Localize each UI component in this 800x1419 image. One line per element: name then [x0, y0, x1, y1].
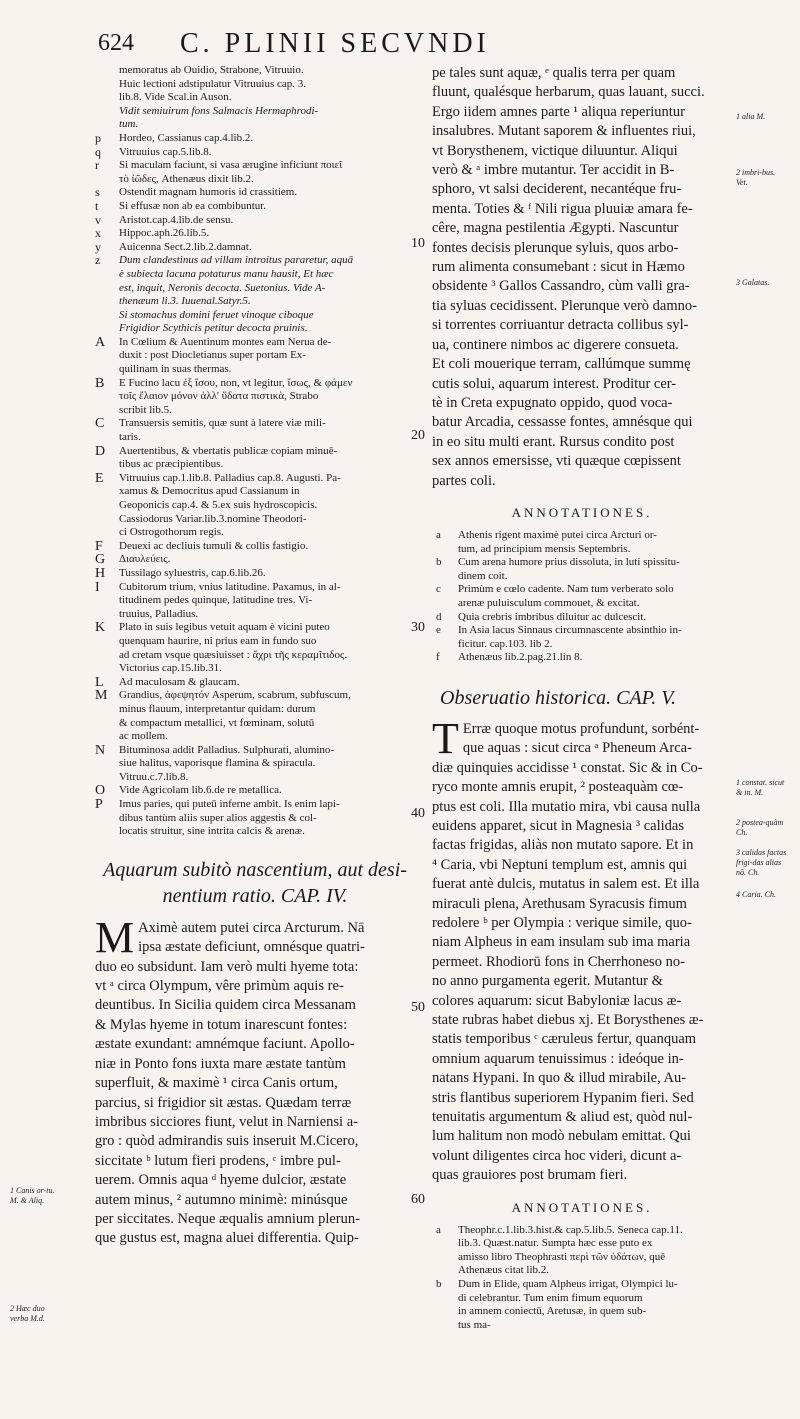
text-line: vt ᵃ circa Olympum, vêre primùm aquis re-: [95, 978, 344, 995]
footnote-line: memoratus ab Ouidio, Strabone, Vitruuio.: [119, 64, 304, 76]
footnote-key: M: [95, 689, 108, 704]
footnote: [95, 214, 415, 228]
footnote: [95, 621, 415, 675]
annotation-line: Athenæus lib.2.pag.21.lin 8.: [458, 651, 583, 664]
line-number: 50: [411, 1000, 425, 1015]
annotation: [432, 529, 732, 556]
footnote-line: Frigidior Scythicis petitur decocta pruinis.: [119, 322, 308, 335]
annotation-line: amisso libro Theophrasti περὶ τῶν ὑδάτων, quē: [458, 1250, 666, 1263]
footnote-line: Auertentibus, & vbertatis publicæ copiam minuē-: [119, 444, 338, 457]
footnote: [95, 105, 415, 132]
left-footnotes: [95, 64, 415, 839]
chapter-iv-heading: [95, 857, 415, 909]
footnote-line: Imus paries, qui puteū inferne ambit. Is enim lapi-: [119, 798, 340, 811]
text-line: per siccitates. Neque æqualis amnium plerun-: [95, 1210, 360, 1227]
footnote: [95, 200, 415, 214]
annotations-list-2: [432, 1224, 732, 1333]
margin-note: 4 Caria. Ch.: [736, 890, 777, 899]
line-number: 20: [411, 428, 425, 443]
footnote-line: thenæum li.3. Iuuenal.Satyr.5.: [119, 295, 251, 308]
footnote-line: xamus & Democritus apud Cassianum in: [119, 485, 300, 498]
text-line: Et coli mouerique terram, callúmque summę: [432, 356, 691, 373]
annotation: [432, 651, 732, 665]
footnote-key: F: [95, 539, 103, 554]
footnote-line: Hippoc.aph.26.lib.5.: [119, 227, 210, 240]
footnote: [95, 377, 415, 418]
footnote-line: Hordeo, Cassianus cap.4.lib.2.: [119, 131, 254, 144]
text-line: pe tales sunt aquæ, ᵉ qualis terra per quam: [432, 65, 676, 81]
text-line: Aximè autem putei circa Arcturum. Nā: [138, 919, 365, 936]
text-line: que gustus est, magna aluei differentia. Quip-: [95, 1230, 359, 1247]
annotation-key: d: [436, 610, 442, 623]
text-line: state rubras habet diebus xj. Et Borysthenes æ-: [432, 1011, 704, 1028]
text-line: batur Arcadia, cessasse fontes, amnésque qui: [432, 414, 693, 431]
footnote: [95, 567, 415, 581]
footnote-line: Transuersis semitis, quæ sunt à latere viæ mili-: [119, 417, 326, 430]
footnote-line: Plato in suis legibus vetuit aquam è vicini puteo: [119, 621, 330, 634]
text-line: volunt diligentes circa hoc videri, dicunt a-: [432, 1147, 682, 1164]
text-line: cêre, magna pestilentia Ægypti. Nascuntur: [432, 220, 679, 237]
footnote-line: ci Ostrogothorum regis.: [119, 526, 224, 539]
footnote: [95, 676, 415, 690]
margin-note: 2 postea-quàm Ch.: [736, 818, 784, 837]
annotation-line: dinem coit.: [458, 569, 508, 582]
annotation-line: Cum arena humore prius dissoluta, in luti spissitu-: [458, 556, 680, 569]
text-line: fuerat antè dulcis, mutatus in salem est. Et illa: [432, 876, 700, 893]
footnote-line: quenquam haurire, ni prius eam in fundo suo: [119, 634, 317, 647]
annotation-key: a: [436, 528, 441, 541]
annotation-line: lib.3. Quæst.natur. Sumpta hæc esse puto ex: [458, 1237, 653, 1250]
footnote-line: truuius, Palladius.: [119, 607, 199, 620]
annotation-key: b: [436, 1278, 442, 1290]
annotation-line: ficitur. cap.103. lib 2.: [458, 637, 553, 650]
footnote-line: tum.: [119, 118, 139, 131]
footnote: [95, 581, 415, 622]
footnote: [95, 309, 415, 336]
text-line: natans Hypani. In quo & illud mirabile, Au-: [432, 1070, 687, 1087]
footnote-line: Vitruuius cap.5.lib.8.: [119, 145, 212, 158]
footnote: [95, 744, 415, 785]
text-line: deuntibus. In Sicilia quidem circa Messanam: [95, 997, 356, 1014]
text-line: imbribus sicciores fiunt, velut in Narniensi a-: [95, 1113, 358, 1130]
text-line: stris flantibus superiorem Hypanim fieri. Sed: [432, 1089, 694, 1106]
footnote-line: quilinam in suas thermas.: [119, 363, 232, 376]
annotation-key: f: [436, 651, 440, 664]
annotation: [432, 556, 732, 583]
footnote-line: minus flauum, interpretantur quidam: durum: [119, 702, 316, 715]
margin-note: 1 constat. sicut & in. M.: [736, 778, 785, 797]
footnote-line: E Fucino lacu ἐξ ἴσου, non, vt legitur, ἴσως, & φάμεν: [119, 376, 353, 389]
text-line: sex annos emersisse, vti quæque cœpissent: [432, 453, 681, 470]
footnote-key: q: [95, 145, 101, 159]
text-line: & Mylas hyeme in totum inarescunt fontes:: [95, 1016, 348, 1033]
footnote-key: A: [95, 335, 106, 350]
footnote-key: E: [95, 471, 104, 486]
footnote-line: Vide Agricolam lib.6.de re metallica.: [119, 784, 282, 797]
margin-note: 1 Canis or-tu. M. & Aliq.: [10, 1186, 55, 1205]
text-line: euidens apparet, sicut in Magnesia ³ calidas: [432, 817, 684, 834]
footnote-key: y: [95, 240, 101, 254]
footnote-line: Ostendit magnam humoris id crassitiem.: [119, 186, 298, 199]
footnote: [95, 784, 415, 798]
footnote: [95, 227, 415, 241]
text-line: fluunt, qualésque herbarum, quas lauant, succi.: [432, 84, 705, 101]
line-number: 30: [411, 620, 425, 635]
footnote: [95, 132, 415, 146]
text-line: vt Borysthenem, victique diluuntur. Aliqui: [432, 142, 678, 159]
footnote: [95, 798, 415, 839]
annotation-key: b: [436, 556, 442, 569]
text-line: menta. Toties & ᶠ Nili rigua pluuiæ amara fe-: [432, 200, 693, 217]
footnote-line: Bituminosa addit Palladius. Sulphurati, alumino-: [119, 743, 335, 756]
line-number: 60: [411, 1192, 425, 1207]
annotation-key: c: [436, 583, 441, 596]
line-number: 40: [411, 806, 425, 821]
text-line: parcius, si frigidior sit æstas. Quædam terræ: [95, 1094, 352, 1111]
annotation: [432, 583, 732, 610]
footnote: [95, 64, 415, 105]
footnote-key: G: [95, 553, 106, 567]
text-line: permeet. Rhodiorū fons in Cherrhoneso no-: [432, 953, 685, 970]
footnote-line: τοῖς ἔλαιον μόνον ἀλλ' ὕδατα πιστικὰ, Strabo: [119, 390, 319, 403]
text-line: lum halitum non modò nebulam emittat. Qui: [432, 1128, 691, 1145]
annotation: [432, 624, 732, 651]
chapter-v-heading: Obseruatio historica. CAP. V.: [440, 686, 676, 709]
footnote-key: x: [95, 227, 101, 241]
footnote-key: B: [95, 376, 105, 391]
margin-note: 2 Hæc duo verba M.d.: [10, 1304, 45, 1323]
annotations-heading-1: ANNOTATIONES.: [511, 504, 653, 520]
text-line: autem minus, ² autumno minimè: minúsque: [95, 1191, 348, 1208]
footnote-key: s: [95, 186, 100, 200]
text-line: in eo situ multi erant. Rursus condito post: [432, 433, 675, 450]
footnote-line: lib.8. Vide Scal.in Auson.: [119, 91, 232, 104]
text-line: superfluit, & maximè ¹ circa Canis ortum,: [95, 1075, 338, 1092]
footnote: [95, 159, 415, 186]
right-column: [432, 64, 732, 1332]
annotation-key: e: [436, 624, 441, 637]
footnote-key: O: [95, 784, 106, 799]
footnote-key: P: [95, 798, 103, 813]
footnote-key: t: [95, 199, 99, 213]
text-line: ryco monte amnis erupit, ² posteaquàm cœ-: [432, 779, 684, 796]
footnote-line: Grandius, ἀφεψητόν Asperum, scabrum, subfuscum,: [119, 689, 351, 702]
text-line: tenuitatis argumentum & aliud est, quòd nul-: [432, 1109, 693, 1125]
annotation-line: tus ma-: [458, 1318, 491, 1331]
text-line: duo eo subsidunt. Iam verò multi hyeme tota:: [95, 958, 359, 975]
footnote-line: Vidit semiuirum fons Salmacis Hermaphrodi-: [119, 104, 319, 117]
chapter-iv-text-continued: [432, 64, 732, 491]
annotation-line: tum, ad principium mensis Septembris.: [458, 542, 631, 555]
text-line: cutis solui, aquarum interest. Proditur cer-: [432, 375, 677, 392]
annotation-line: Primùm e cœlo cadente. Nam tum verberato solo: [458, 583, 674, 596]
text-line: uerem. Omnis aqua ᵈ hyeme dulcior, æstate: [95, 1172, 347, 1189]
annotations-list-1: [432, 529, 732, 665]
annotation-line: Dum in Elide, quam Alpheus irrigat, Olympici lu-: [458, 1278, 678, 1290]
footnote-line: Tussilago syluestris, cap.6.lib.26.: [119, 566, 266, 579]
text-line: siccitate ᵇ lutum fieri prodens, ᶜ imbre pul-: [95, 1152, 341, 1169]
text-line: fontes decisis plerunque syluis, quos arbo-: [432, 239, 679, 256]
footnote-line: τὸ ἰῶδες, Athenæus dixit lib.2.: [119, 172, 254, 185]
margin-note: 2 imbri-bus. Vet.: [736, 168, 776, 187]
text-line: miraculi plena, Arethusam Syracusis fimum: [432, 895, 687, 912]
chapter-iv-heading-line-2: nentium ratio. CAP. IV.: [162, 884, 348, 907]
footnote: [95, 472, 415, 540]
text-line: diæ quinquies accidisse ¹ constat. Sic & in Co-: [432, 759, 703, 776]
footnote-key: C: [95, 417, 105, 432]
footnote-key: K: [95, 621, 106, 636]
footnote-line: titudinem pedes quinque, latitudine tres. Vi-: [119, 594, 313, 607]
text-line: niæ in Ponto fons iuxta mare æstate tantùm: [95, 1055, 346, 1072]
footnote-key: I: [95, 580, 100, 595]
page-number: 624: [98, 30, 134, 56]
footnote-line: duxit : post Diocletianus super portam Ex-: [119, 349, 306, 362]
annotation-line: Theophr.c.1.lib.3.hist.& cap.5.lib.5. Seneca cap.11.: [458, 1223, 683, 1236]
chapter-iv-text: [95, 912, 415, 1249]
footnote-line: tibus ac præcipientibus.: [119, 458, 224, 471]
footnote-key: v: [95, 213, 101, 227]
footnote-line: Ad maculosam & glaucam.: [119, 675, 240, 688]
footnote-line: Cubitorum trium, vnius latitudine. Paxamus, in al-: [119, 580, 341, 593]
footnote-line: & compactum metallici, vt fœminam, solutū: [119, 716, 315, 729]
footnote: [95, 146, 415, 160]
footnote-line: taris.: [119, 431, 141, 444]
margin-note: 3 calidas factas frigi-das alias nō. Ch.: [736, 848, 787, 877]
footnote-key: L: [95, 675, 104, 690]
footnote-key: H: [95, 566, 106, 581]
text-line: redolere ᵇ per Olympia : verique simile, quo-: [432, 914, 692, 931]
text-line: tè in Creta expugnato oppido, quod voca-: [432, 394, 673, 411]
footnote: [95, 186, 415, 200]
footnote-line: Deuexi ac decliuis tumuli & collis fastigio.: [119, 539, 309, 552]
footnote-line: In Cœlium & Auentinum montes eam Nerua de-: [119, 335, 332, 348]
footnote-line: Victorius cap.15.lib.31.: [119, 662, 222, 675]
annotations-heading-2: ANNOTATIONES.: [511, 1199, 653, 1215]
text-line: quas grauiores post brumam fieri.: [432, 1167, 628, 1184]
text-line: rum alimenta consumebant : sicut in Hæmo: [432, 259, 685, 276]
footnote-line: Si stomachus domini feruet vinoque ciboque: [119, 308, 314, 321]
text-line: niam Alpheus in eam insulam sub ima maria: [432, 934, 691, 951]
footnote-line: Dum clandestinus ad villam introitus pararetur, aquā: [119, 254, 354, 267]
footnote-line: è subiecta lacuna potaturus manu hausit, Et hæc: [119, 267, 334, 280]
annotation: [432, 1278, 732, 1332]
footnote-key: r: [95, 159, 99, 173]
annotation-line: In Asia lacus Sinnaus circumnascente absinthio in-: [458, 624, 682, 637]
footnote-line: scribit lib.5.: [119, 403, 172, 416]
annotation-line: arenæ puluisculum commouet, & excitat.: [458, 596, 640, 609]
footnote-line: Vitruu.c.7.lib.8.: [119, 770, 189, 783]
text-line: Erræ quoque motus profundunt, sorbént-: [462, 720, 700, 737]
chapter-iv-heading-line-1: Aquarum subitò nascentium, aut desi-: [103, 858, 407, 881]
footnote-line: Διαυλεύεις.: [119, 553, 171, 566]
text-line: ⁴ Caria, vbi Neptuni templum est, amnis qui: [432, 856, 688, 873]
footnote: [95, 241, 415, 255]
text-line: partes coli.: [432, 472, 496, 489]
footnote: [95, 540, 415, 554]
footnote-line: ad cretam vsque quæsiuisset : ἄχρι τῆς κεραμῖτιδος.: [119, 648, 348, 661]
footnote-key: z: [95, 254, 101, 268]
text-line: æstate exundant: amnémque faciunt. Apollo-: [95, 1036, 355, 1053]
text-line: tia syluas cecidissent. Plerunque verò damno-: [432, 297, 697, 314]
text-line: factas frigidas, aliàs non mutato sapore. Et in: [432, 837, 694, 854]
footnote-line: locatis struitur, sine intrita calcis & arenæ.: [119, 825, 305, 838]
footnote: [95, 336, 415, 377]
left-column: [95, 64, 415, 1249]
text-line: omnium aquarum tenuissimus : ideóque in-: [432, 1050, 684, 1067]
text-line: gro : quòd admirandis suis inseruit M.Cicero,: [95, 1133, 359, 1150]
margin-note: 1 alia M.: [736, 112, 766, 121]
text-line: que aquas : sicut circa ᵃ Pheneum Arca-: [462, 740, 692, 757]
text-line: obsidente ³ Gallos Cassandro, cùm valli gra-: [432, 278, 690, 295]
text-line: no anno purgamenta egerit. Mutantur &: [432, 973, 663, 990]
footnote: [95, 254, 415, 308]
annotation: [432, 611, 732, 625]
annotation: [432, 1224, 732, 1278]
annotation-line: in amnem coniectū, Aretusæ, in quem sub-: [458, 1305, 647, 1318]
text-line: statis temporibus ᶜ cæruleus fertur, quanquam: [432, 1031, 697, 1048]
footnote-line: siue halitus, vaporisque flamina & spiracula.: [119, 757, 316, 770]
footnote-key: p: [95, 131, 101, 145]
footnote: [95, 417, 415, 444]
footnote-line: dibus tantùm aliis super alios aggestis & col-: [119, 811, 317, 824]
text-line: ua, continere nimbos ac digerere consueta.: [432, 336, 679, 353]
footnote-line: Auicenna Sect.2.lib.2.damnat.: [119, 240, 252, 253]
text-line: ipsa æstate deficiunt, omnésque quatri-: [138, 939, 365, 956]
drop-cap: M: [95, 912, 135, 962]
footnote-line: Cassiodorus Variar.lib.3.nomine Theodori-: [119, 512, 307, 525]
footnote: [95, 553, 415, 567]
annotation-line: Quia crebris imbribus diluitur ac dulcescit.: [458, 610, 647, 623]
annotation-line: di celebrantur. Tum enim fimum equorum: [458, 1291, 643, 1304]
text-line: ptus est coli. Illa mutatio mira, vbi causa nulla: [432, 798, 701, 815]
text-line: colores aquarum: sicut Babyloniæ lacus æ-: [432, 992, 682, 1009]
footnote-line: ac mollem.: [119, 730, 168, 743]
annotation-line: Athenæus citat lib.2.: [458, 1264, 550, 1277]
footnote-line: Si maculam faciunt, si vasa æruginе inficiunt ποιεῖ: [119, 159, 343, 172]
margin-note: 3 Galatas.: [736, 278, 770, 287]
footnote: [95, 689, 415, 743]
footnote-line: Vitruuius cap.1.lib.8. Palladius cap.8. Augusti. Pa-: [119, 471, 341, 484]
text-line: Ergo iidem amnes parte ¹ aliqua reperiuntur: [432, 103, 685, 120]
footnote-line: est, inquit, Neronis decocta. Suetonius. Vide A-: [119, 281, 326, 294]
footnote-key: N: [95, 743, 106, 758]
text-line: verò & ᵃ imbre mutantur. Ter accidit in B-: [432, 162, 675, 179]
footnote-key: D: [95, 444, 106, 459]
text-line: si torrentes corriuantur detracta collibus syl-: [432, 317, 689, 334]
annotation-line: Athenis rigent maximè putei circa Arcturi or-: [458, 528, 657, 541]
chapter-v-text: [432, 713, 732, 1186]
text-line: insalubres. Mutant saporem & influentes riui,: [432, 123, 696, 140]
footnote-line: Geoponicis cap.4. & 5.ex suis hydroscopicis.: [119, 499, 318, 511]
footnote-line: Aristot.cap.4.lib.de sensu.: [119, 213, 234, 226]
annotation-key: a: [436, 1223, 441, 1236]
running-head: C. PLINII SECVNDI: [180, 28, 490, 59]
drop-cap-2: T: [432, 713, 459, 763]
footnote-line: Huic lectioni adstipulatur Vitruuius cap. 3.: [119, 77, 307, 90]
footnote-line: Si effusæ non ab ea combibuntur.: [119, 199, 267, 212]
text-line: sphoro, vt salsi deciderent, necantéque fru-: [432, 181, 682, 198]
line-number: 10: [411, 236, 425, 251]
footnote: [95, 445, 415, 472]
